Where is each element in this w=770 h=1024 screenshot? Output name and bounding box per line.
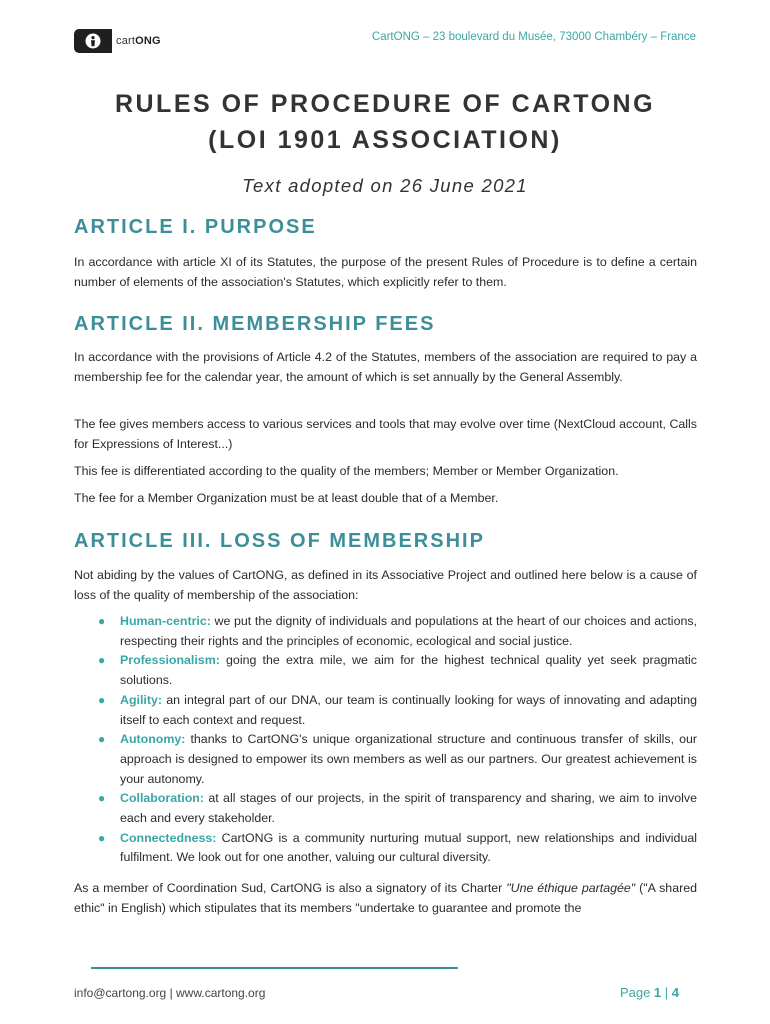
article-2-paragraph-3: This fee is differentiated according to the quality of the members; Member or Member Organization. <box>74 464 619 478</box>
page-title <box>0 86 770 158</box>
adoption-date: Text adopted on 26 June 2021 <box>242 175 528 196</box>
bullet-icon: ● <box>98 830 106 845</box>
page-number: Page 1 | 4 <box>619 985 679 1000</box>
page-header <box>0 0 770 60</box>
bullet-icon: ● <box>98 732 106 747</box>
list-item: ● Collaboration: at all stages of our projects, in the spirit of transparency and sharing, we aim to involve each and every stakeholder. <box>98 791 697 826</box>
bullet-icon: ● <box>98 791 106 806</box>
list-item: ● Connectedness: CartONG is a community nurturing mutual support, new relationships and individual fulfilment. We look out for one another, valuing our cultural diversity. <box>98 830 697 865</box>
list-item: ● Autonomy: thanks to CartONG's unique organizational structure and continuous transfer of skills, our approach is designed to empower its own members as well as our partners. Our greatest achievement is your autonomy. <box>98 732 697 786</box>
list-item: ● Professionalism: going the extra mile, we aim for the highest technical quality yet seek pragmatic solutions. <box>98 653 697 688</box>
article-2-paragraph-1: In accordance with the provisions of Article 4.2 of the Statutes, members of the association are required to pay a membership fee for the calendar year, the amount of which is set annually by the General Assembly. <box>74 350 697 384</box>
article-3-closing-paragraph: As a member of Coordination Sud, CartONG is also a signatory of its Charter "Une éthique partagée" ("A shared ethic" in English) which stipulates that its members "undertake to guarantee and promote the <box>74 881 697 915</box>
bullet-icon: ● <box>98 614 106 628</box>
title-line-2: (LOI 1901 ASSOCIATION) <box>208 126 562 154</box>
footer-divider <box>91 967 458 969</box>
cartong-logo <box>74 29 161 53</box>
logo-mark-icon <box>74 29 112 53</box>
bullet-icon: ● <box>98 653 106 668</box>
article-1-heading: ARTICLE I. PURPOSE <box>74 216 317 238</box>
article-3-heading: ARTICLE III. LOSS OF MEMBERSHIP <box>74 530 485 552</box>
article-2-paragraph-2: The fee gives members access to various services and tools that may evolve over time (NextCloud account, Calls for Expressions of Interest...) <box>74 417 697 451</box>
logo-wordmark: cartONG <box>116 35 161 47</box>
article-2-heading: ARTICLE II. MEMBERSHIP FEES <box>74 313 436 335</box>
article-3-paragraph-1: Not abiding by the values of CartONG, as defined in its Associative Project and outlined here below is a cause of loss of the quality of membership of the association: <box>74 568 697 602</box>
bullet-icon: ● <box>98 692 106 707</box>
footer-contact: info@cartong.org | www.cartong.org <box>74 986 266 1000</box>
list-item: ● Human-centric: we put the dignity of individuals and populations at the heart of our choices and actions, respecting their rights and the principles of economic, ecological and social justice. <box>98 614 697 648</box>
values-list <box>74 612 697 868</box>
article-2-paragraph-4: The fee for a Member Organization must be at least double that of a Member. <box>74 491 499 505</box>
title-line-1: RULES OF PROCEDURE OF CARTONG <box>114 90 656 118</box>
article-1-paragraph: In accordance with article XI of its Statutes, the purpose of the present Rules of Procedure is to define a certain number of elements of the association's Statutes, which explicitly refer to them. <box>74 255 697 289</box>
list-item: ● Agility: an integral part of our DNA, our team is continually looking for ways of innovating and adapting itself to each context and request. <box>98 692 697 727</box>
header-address: CartONG – 23 boulevard du Musée, 73000 Chambéry – France <box>371 31 696 43</box>
